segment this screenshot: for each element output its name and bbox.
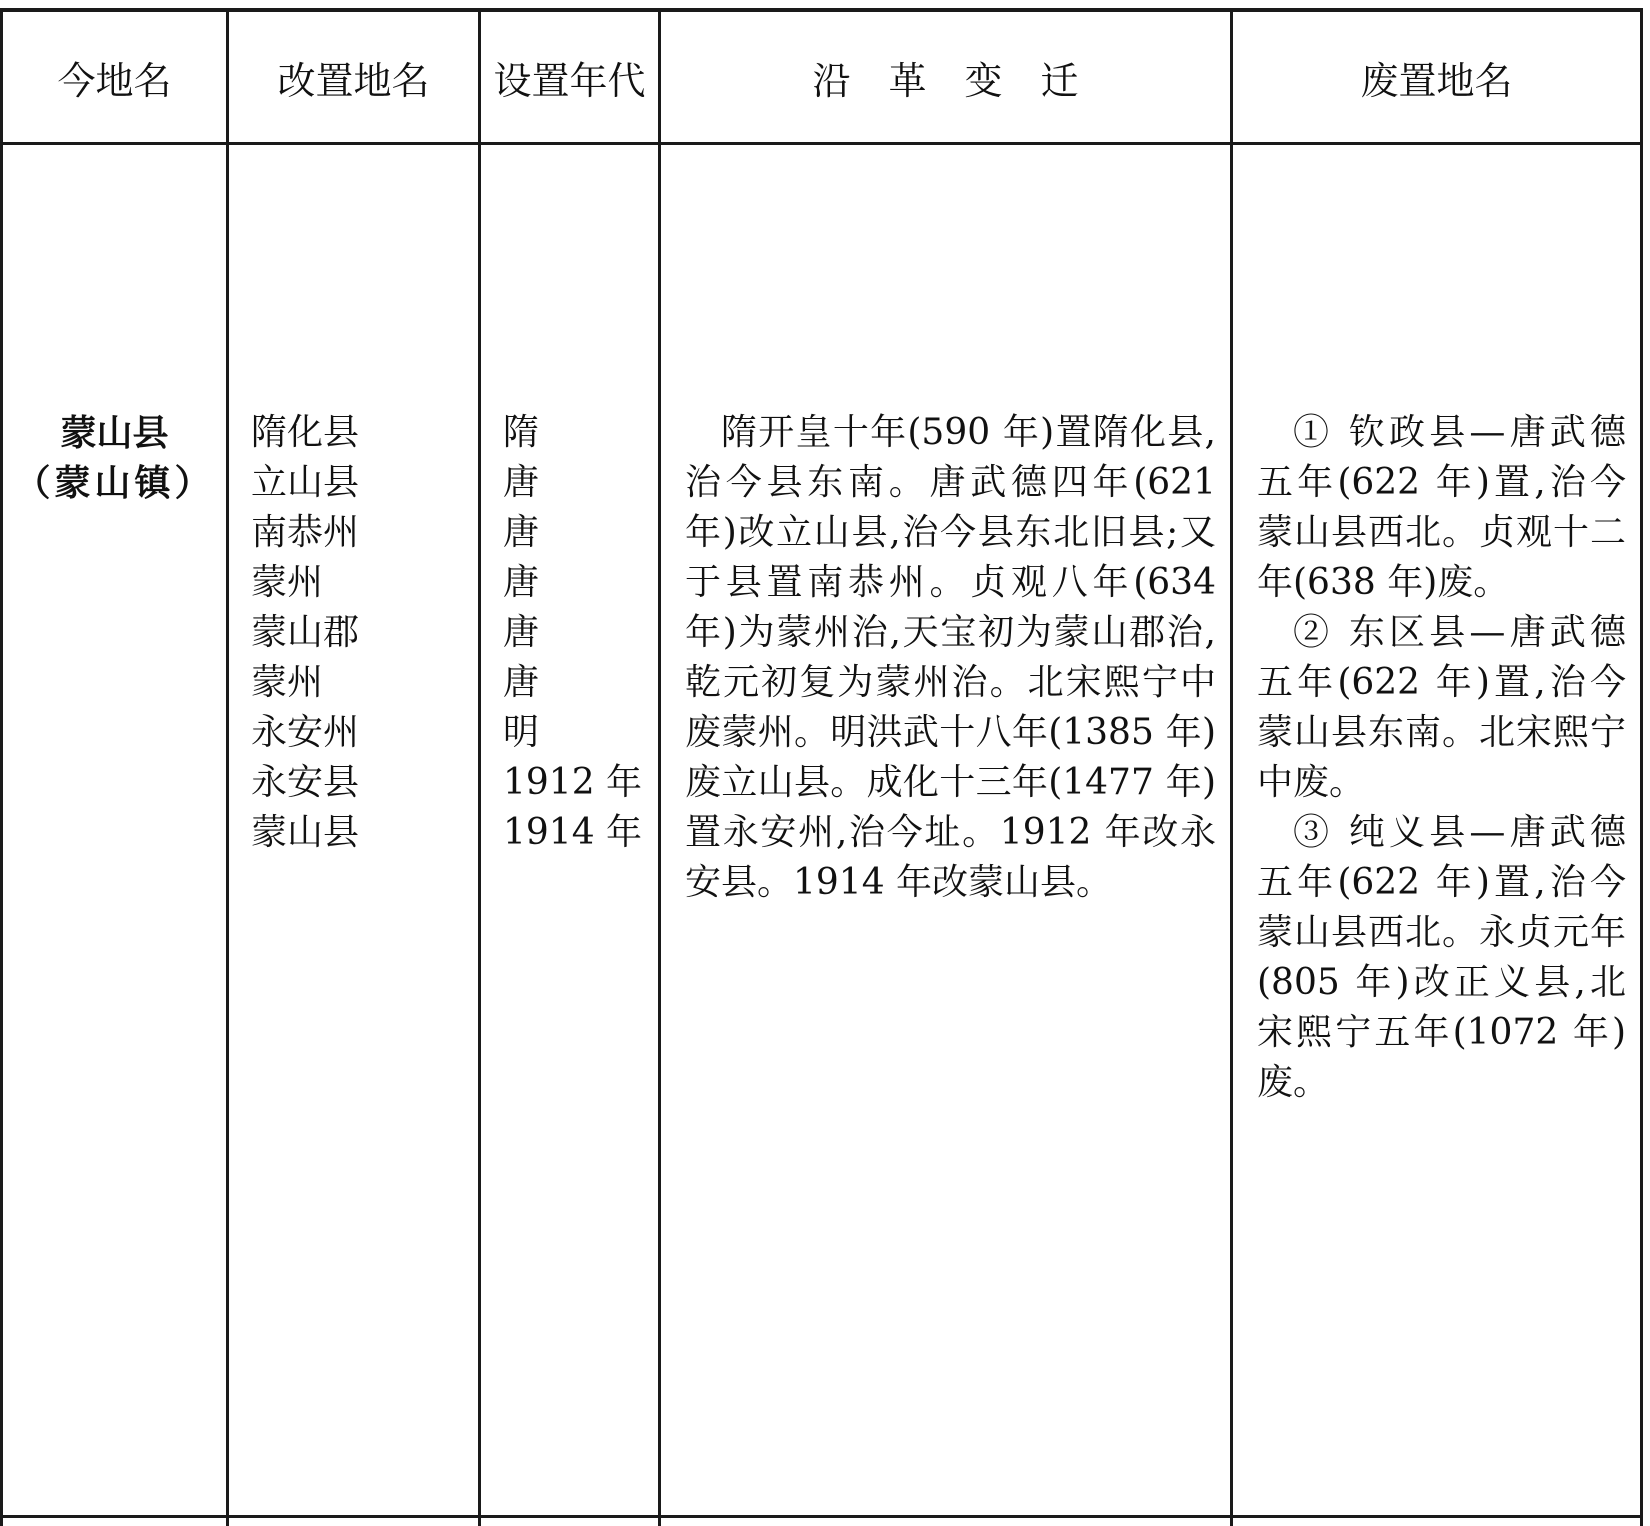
changed-name-cell	[228, 144, 480, 1517]
changed-name-item: 永安县	[251, 758, 359, 808]
changed-name-item: 隋化县	[251, 408, 359, 458]
table-row	[2, 144, 1642, 1517]
modern-name: 蒙山县	[3, 408, 226, 458]
changed-name-item: 蒙州	[251, 558, 359, 608]
abolished-cell	[1232, 144, 1642, 1517]
era-item: 1912 年	[503, 758, 642, 808]
header-row	[2, 10, 1642, 144]
header-modern-name: 今地名	[2, 10, 228, 144]
era-item: 隋	[503, 408, 642, 458]
changed-name-item: 南恭州	[251, 508, 359, 558]
header-abolished: 废置地名	[1232, 10, 1642, 144]
abolished-list	[1257, 408, 1626, 1108]
era-item: 唐	[503, 558, 642, 608]
gazetteer-table	[0, 8, 1643, 1526]
era-item: 1914 年	[503, 808, 642, 858]
era-item: 明	[503, 708, 642, 758]
era-item: 唐	[503, 658, 642, 708]
changed-name-item: 蒙山郡	[251, 608, 359, 658]
changed-name-item: 立山县	[251, 458, 359, 508]
changed-name-list	[251, 408, 359, 858]
modern-name-sub: （蒙山镇）	[3, 458, 226, 508]
header-history: 沿 革 变 迁	[660, 10, 1232, 144]
era-item: 唐	[503, 458, 642, 508]
header-era: 设置年代	[480, 10, 660, 144]
era-list	[503, 408, 642, 858]
history-text: 隋开皇十年(590 年)置隋化县,治今县东南。唐武德四年(621 年)改立山县,治今县东北旧县;又于县置南恭州。贞观八年(634 年)为蒙州治,天宝初为蒙山郡治,乾元初复为蒙州治。北宋熙宁中废蒙州。明洪武十八年(1385 年)废立山县。成化十三年(1477 年)置永安州,治今址。1912 年改永安县。1914 年改蒙山县。	[685, 408, 1216, 908]
abolished-item: ① 钦政县—唐武德五年(622 年)置,治今蒙山县西北。贞观十二年(638 年)废。	[1257, 408, 1626, 608]
changed-name-item: 永安州	[251, 708, 359, 758]
header-changed-name: 改置地名	[228, 10, 480, 144]
era-cell	[480, 144, 660, 1517]
history-cell	[660, 144, 1232, 1517]
abolished-item: ③ 纯义县—唐武德五年(622 年)置,治今蒙山县西北。永贞元年(805 年)改正义县,北宋熙宁五年(1072 年)废。	[1257, 808, 1626, 1108]
era-item: 唐	[503, 608, 642, 658]
abolished-item: ② 东区县—唐武德五年(622 年)置,治今蒙山县东南。北宋熙宁中废。	[1257, 608, 1626, 808]
changed-name-item: 蒙州	[251, 658, 359, 708]
modern-name-cell	[2, 144, 228, 1517]
next-row-edge	[2, 1517, 1642, 1526]
era-item: 唐	[503, 508, 642, 558]
changed-name-item: 蒙山县	[251, 808, 359, 858]
